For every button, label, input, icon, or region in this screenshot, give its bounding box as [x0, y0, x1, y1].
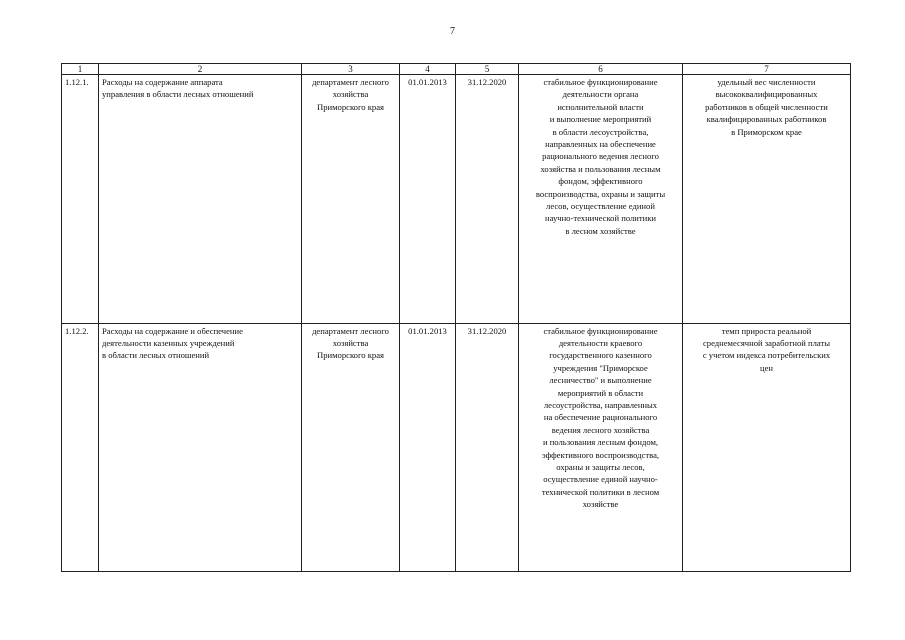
header-cell-5: 5 — [456, 64, 519, 75]
start-date: 01.01.2013 — [400, 323, 456, 572]
start-date: 01.01.2013 — [400, 75, 456, 323]
header-cell-3: 3 — [302, 64, 400, 75]
expected-result: стабильное функционирование деятельности органа исполнительной власти и выполнение мероприятий в области лесоустройства, направленных на обеспечение рационального ведения лесного хозяйства и пользования лесным фондом, эффективного воспроизводства, охраны и защиты лесов, осуществление единой научно-технической политики в лесном хозяйстве — [519, 75, 683, 323]
activity-name: Расходы на содержание и обеспечение деятельности казенных учреждений в области лесных отношений — [99, 323, 302, 572]
header-cell-4: 4 — [400, 64, 456, 75]
table-row — [62, 323, 851, 572]
end-date: 31.12.2020 — [456, 75, 519, 323]
activity-name: Расходы на содержание аппарата управления в области лесных отношений — [99, 75, 302, 323]
page-number: 7 — [450, 26, 455, 37]
row-number: 1.12.2. — [62, 323, 99, 572]
header-cell-2: 2 — [99, 64, 302, 75]
header-cell-1: 1 — [62, 64, 99, 75]
indicator: темп прироста реальной среднемесячной заработной платы с учетом индекса потребительских цен — [683, 323, 851, 572]
end-date: 31.12.2020 — [456, 323, 519, 572]
executor: департамент лесного хозяйства Приморского края — [302, 323, 400, 572]
header-row — [62, 64, 851, 75]
row-number: 1.12.1. — [62, 75, 99, 323]
header-cell-6: 6 — [519, 64, 683, 75]
table-row — [62, 75, 851, 323]
executor: департамент лесного хозяйства Приморского края — [302, 75, 400, 323]
header-cell-7: 7 — [683, 64, 851, 75]
expected-result: стабильное функционирование деятельности краевого государственного казенного учреждения "Приморское лесничество" и выполнение мероприятий в области лесоустройства, направленных на обеспечение рационального ведения лесного хозяйства и пользования лесным фондом, эффективного воспроизводства, охраны и защиты лесов, осуществление единой научно- технической политики в лесном хозяйстве — [519, 323, 683, 572]
indicator: удельный вес численности высококвалифицированных работников в общей численности квалифицированных работников в Приморском крае — [683, 75, 851, 323]
program-activities-table — [61, 63, 851, 572]
